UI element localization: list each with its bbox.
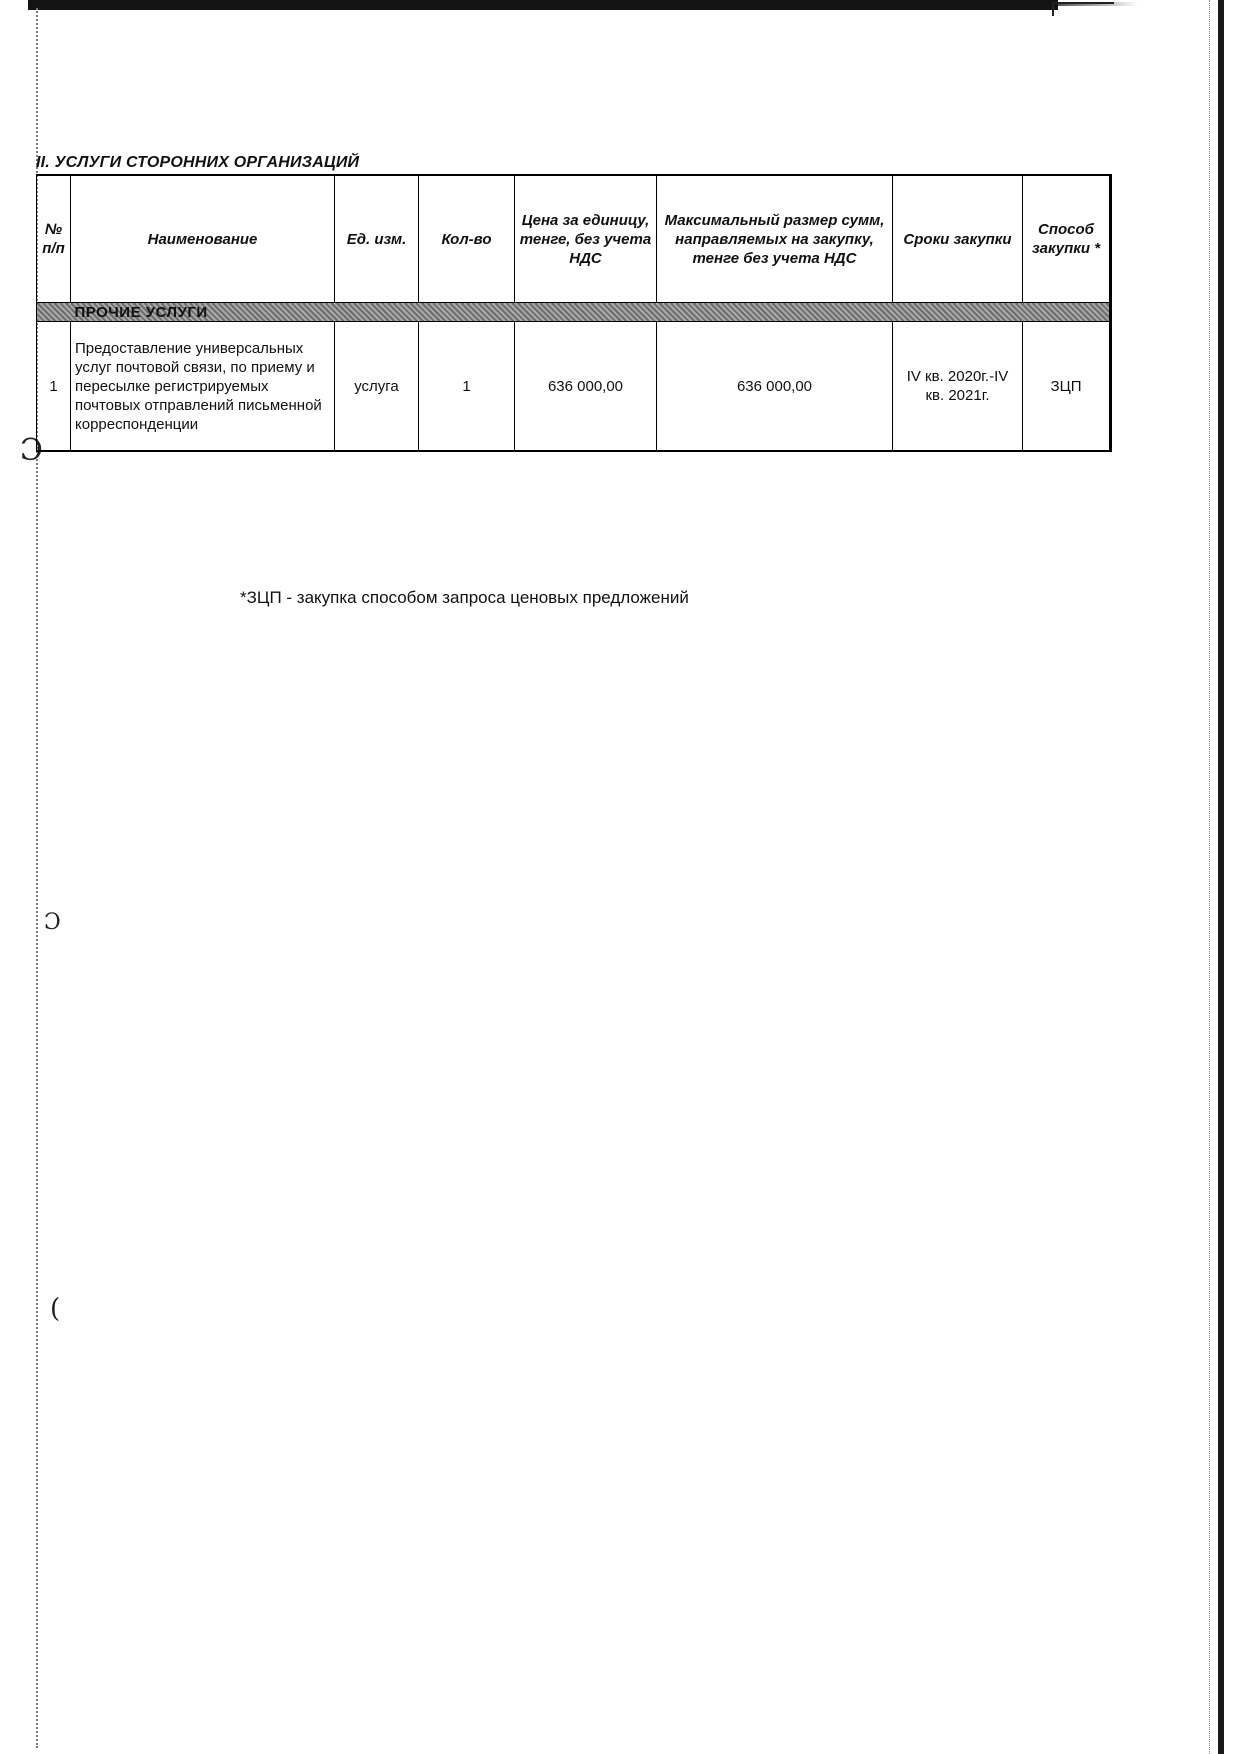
punch-hole-mark: Ɔ: [20, 433, 43, 468]
category-label: ПРОЧИЕ УСЛУГИ: [71, 303, 1111, 322]
punch-hole-mark: Ɔ: [44, 910, 61, 935]
table-row: [37, 322, 1111, 452]
scan-corner-mark: [1052, 2, 1114, 16]
category-row: [37, 303, 1111, 322]
scan-right-edge: [1218, 0, 1224, 1754]
col-header-name: Наименование: [71, 175, 335, 303]
scan-right-dotted-edge: [1209, 0, 1212, 1754]
col-header-max-sum: Максимальный размер сумм, направляемых на закупку, тенге без учета НДС: [657, 175, 893, 303]
col-header-number: № п/п: [37, 175, 71, 303]
cell-name: Предоставление универсальных услуг почтовой связи, по приему и пересылке регистрируемых почтовых отправлений письменной корреспонденции: [71, 322, 335, 452]
table-header-row: [37, 175, 1111, 303]
cell-unit: услуга: [335, 322, 419, 452]
cell-period: IV кв. 2020г.-IV кв. 2021г.: [893, 322, 1023, 452]
cell-max-sum: 636 000,00: [657, 322, 893, 452]
col-header-unit: Ед. изм.: [335, 175, 419, 303]
punch-hole-mark: (: [50, 1294, 61, 1324]
col-header-method: Способ закупки *: [1023, 175, 1111, 303]
col-header-quantity: Кол-во: [419, 175, 515, 303]
cell-number: 1: [37, 322, 71, 452]
scan-top-edge: [28, 0, 1058, 10]
cell-method: ЗЦП: [1023, 322, 1111, 452]
section-title: II. УСЛУГИ СТОРОННИХ ОРГАНИЗАЦИЙ: [36, 154, 360, 171]
cell-unit-price: 636 000,00: [515, 322, 657, 452]
cell-quantity: 1: [419, 322, 515, 452]
footnote: *ЗЦП - закупка способом запроса ценовых предложений: [240, 588, 689, 607]
col-header-period: Сроки закупки: [893, 175, 1023, 303]
col-header-unit-price: Цена за единицу, тенге, без учета НДС: [515, 175, 657, 303]
procurement-table: [36, 174, 1112, 452]
